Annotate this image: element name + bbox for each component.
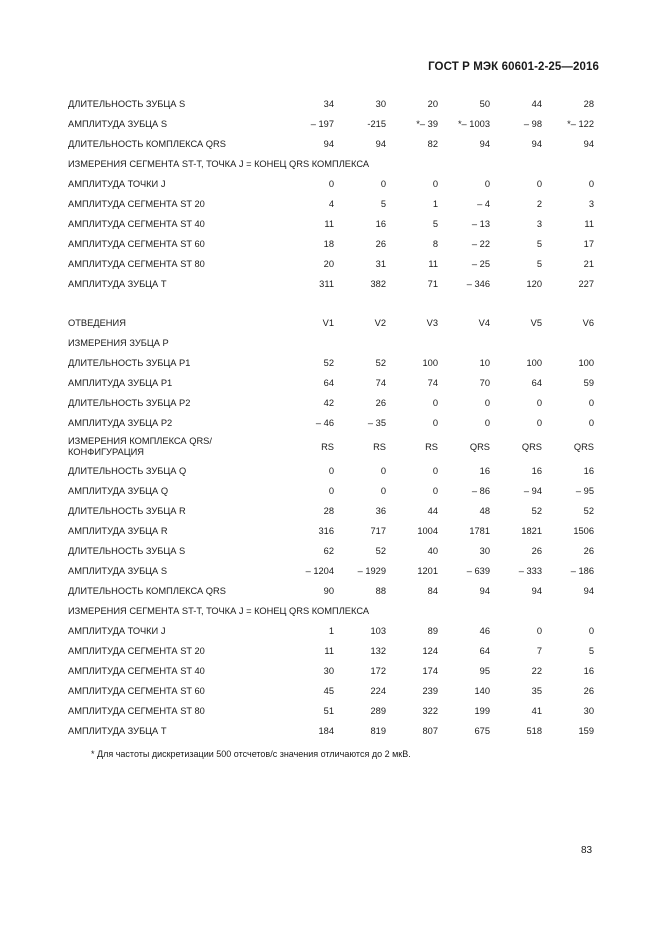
- row-label: ДЛИТЕЛЬНОСТЬ ЗУБЦА R: [68, 506, 186, 516]
- row-label: АМПЛИТУДА ТОЧКИ J: [68, 626, 166, 636]
- table-row: [66, 313, 594, 333]
- cell-value: 322: [422, 706, 438, 716]
- table-row: [66, 254, 594, 274]
- section-heading: ИЗМЕРЕНИЯ ЗУБЦА Р: [68, 338, 169, 348]
- measurements-table-2: [66, 313, 594, 741]
- page-number: 83: [581, 845, 593, 856]
- table-row: [66, 721, 594, 741]
- cell-value: – 98: [523, 119, 542, 129]
- cell-value: 11: [324, 219, 334, 229]
- cell-value: 11: [428, 259, 438, 269]
- cell-value: 0: [432, 179, 438, 189]
- cell-value: – 95: [575, 486, 594, 496]
- cell-value: -215: [367, 119, 386, 129]
- cell-value: 100: [526, 358, 542, 368]
- cell-value: 48: [479, 506, 490, 516]
- row-label: АМПЛИТУДА СЕГМЕНТА ST 40: [68, 219, 205, 229]
- table-row: [66, 541, 594, 561]
- cell-value: 819: [370, 726, 386, 736]
- table-row: [66, 521, 594, 541]
- cell-value: 0: [536, 626, 542, 636]
- cell-value: V3: [426, 318, 438, 328]
- cell-value: 172: [370, 666, 386, 676]
- table-row: [66, 214, 594, 234]
- cell-value: 10: [479, 358, 490, 368]
- cell-value: 717: [370, 526, 386, 536]
- table-row: [66, 413, 594, 433]
- table-row: [66, 661, 594, 681]
- section-heading: ИЗМЕРЕНИЯ СЕГМЕНТА ST-T, ТОЧКА J = КОНЕЦ QRS КОМПЛЕКСА: [68, 606, 370, 616]
- cell-value: 0: [328, 466, 334, 476]
- cell-value: 74: [375, 378, 386, 388]
- row-label: АМПЛИТУДА СЕГМЕНТА ST 80: [68, 706, 205, 716]
- cell-value: 30: [583, 706, 594, 716]
- row-label: АМПЛИТУДА СЕГМЕНТА ST 60: [68, 239, 205, 249]
- table-row: [66, 114, 594, 134]
- cell-value: 0: [380, 466, 386, 476]
- cell-value: 40: [427, 546, 438, 556]
- row-label: АМПЛИТУДА СЕГМЕНТА ST 60: [68, 686, 205, 696]
- cell-value: – 35: [367, 418, 386, 428]
- cell-value: 2: [536, 199, 542, 209]
- section-row: [66, 333, 594, 353]
- cell-value: 289: [370, 706, 386, 716]
- cell-value: 52: [531, 506, 542, 516]
- row-label: АМПЛИТУДА СЕГМЕНТА ST 20: [68, 199, 205, 209]
- table-row: [66, 353, 594, 373]
- cell-value: 11: [324, 646, 334, 656]
- cell-value: 1: [432, 199, 438, 209]
- cell-value: 70: [479, 378, 490, 388]
- cell-value: 227: [578, 279, 594, 289]
- cell-value: 100: [422, 358, 438, 368]
- cell-value: *– 122: [567, 119, 594, 129]
- table-row: [66, 481, 594, 501]
- cell-value: 0: [484, 418, 490, 428]
- row-label: АМПЛИТУДА СЕГМЕНТА ST 20: [68, 646, 205, 656]
- cell-value: 94: [531, 586, 542, 596]
- cell-value: 26: [375, 398, 386, 408]
- row-label: ИЗМЕРЕНИЯ КОМПЛЕКСА QRS/КОНФИГУРАЦИЯ: [68, 436, 212, 457]
- cell-value: 0: [536, 398, 542, 408]
- cell-value: 5: [536, 239, 542, 249]
- cell-value: 124: [422, 646, 438, 656]
- cell-value: 103: [370, 626, 386, 636]
- cell-value: 94: [323, 139, 334, 149]
- cell-value: 46: [479, 626, 490, 636]
- cell-value: RS: [321, 442, 334, 452]
- cell-value: RS: [425, 442, 438, 452]
- table-row: [66, 621, 594, 641]
- table-row: [66, 701, 594, 721]
- cell-value: 59: [583, 378, 594, 388]
- cell-value: 94: [375, 139, 386, 149]
- row-label: АМПЛИТУДА ЗУБЦА Р2: [68, 418, 173, 428]
- cell-value: 16: [479, 466, 490, 476]
- cell-value: 52: [323, 358, 334, 368]
- cell-value: 1821: [521, 526, 542, 536]
- cell-value: 1: [328, 626, 334, 636]
- cell-value: 16: [583, 466, 594, 476]
- cell-value: 20: [427, 99, 438, 109]
- row-label: АМПЛИТУДА ЗУБЦА Т: [68, 279, 167, 289]
- cell-value: 239: [422, 686, 438, 696]
- cell-value: 18: [323, 239, 334, 249]
- row-label: ДЛИТЕЛЬНОСТЬ ЗУБЦА S: [68, 99, 186, 109]
- cell-value: 807: [422, 726, 438, 736]
- cell-value: 74: [427, 378, 438, 388]
- cell-value: 382: [370, 279, 386, 289]
- cell-value: 31: [375, 259, 386, 269]
- cell-value: 21: [583, 259, 594, 269]
- table-row: [66, 461, 594, 481]
- cell-value: 0: [536, 179, 542, 189]
- table-row: [66, 501, 594, 521]
- cell-value: 62: [323, 546, 334, 556]
- cell-value: 16: [375, 219, 386, 229]
- cell-value: V1: [322, 318, 334, 328]
- row-label: АМПЛИТУДА ЗУБЦА Q: [68, 486, 169, 496]
- cell-value: 0: [536, 418, 542, 428]
- cell-value: 64: [479, 646, 490, 656]
- cell-value: 26: [531, 546, 542, 556]
- cell-value: 44: [531, 99, 542, 109]
- row-label: ДЛИТЕЛЬНОСТЬ ЗУБЦА Р1: [68, 358, 191, 368]
- cell-value: 3: [588, 199, 594, 209]
- row-label: ДЛИТЕЛЬНОСТЬ ЗУБЦА Q: [68, 466, 187, 476]
- section-row: [66, 154, 594, 174]
- table-row: [66, 581, 594, 601]
- cell-value: 41: [531, 706, 542, 716]
- cell-value: – 1204: [305, 566, 334, 576]
- footnote: * Для частоты дискретизации 500 отсчетов/с значения отличаются до 2 мкВ.: [91, 749, 411, 759]
- section-heading: ИЗМЕРЕНИЯ СЕГМЕНТА ST-T, ТОЧКА J = КОНЕЦ QRS КОМПЛЕКСА: [68, 159, 370, 169]
- cell-value: *– 39: [416, 119, 438, 129]
- cell-value: 0: [328, 486, 334, 496]
- row-label: АМПЛИТУДА ЗУБЦА S: [68, 119, 168, 129]
- cell-value: – 639: [466, 566, 490, 576]
- table-row: [66, 433, 594, 461]
- cell-value: – 25: [471, 259, 490, 269]
- table-row: [66, 641, 594, 661]
- cell-value: 1004: [417, 526, 438, 536]
- measurements-table-1: [66, 94, 594, 294]
- cell-value: 71: [427, 279, 438, 289]
- row-label: ДЛИТЕЛЬНОСТЬ КОМПЛЕКСА QRS: [68, 586, 226, 596]
- cell-value: 94: [479, 586, 490, 596]
- cell-value: 64: [323, 378, 334, 388]
- cell-value: 0: [484, 179, 490, 189]
- cell-value: 28: [323, 506, 334, 516]
- cell-value: 0: [432, 466, 438, 476]
- cell-value: 94: [479, 139, 490, 149]
- cell-value: 0: [380, 486, 386, 496]
- cell-value: 94: [583, 586, 594, 596]
- cell-value: – 13: [471, 219, 490, 229]
- cell-value: 1201: [417, 566, 438, 576]
- cell-value: 82: [427, 139, 438, 149]
- cell-value: 36: [375, 506, 386, 516]
- cell-value: 52: [583, 506, 594, 516]
- cell-value: 0: [432, 486, 438, 496]
- cell-value: 95: [479, 666, 490, 676]
- cell-value: 0: [328, 179, 334, 189]
- table-row: [66, 373, 594, 393]
- cell-value: 11: [584, 219, 594, 229]
- cell-value: 7: [536, 646, 542, 656]
- cell-value: 28: [583, 99, 594, 109]
- cell-value: 174: [422, 666, 438, 676]
- cell-value: 17: [583, 239, 594, 249]
- row-label: ДЛИТЕЛЬНОСТЬ ЗУБЦА Р2: [68, 398, 191, 408]
- cell-value: RS: [373, 442, 386, 452]
- cell-value: 22: [531, 666, 542, 676]
- table-row: [66, 274, 594, 294]
- cell-value: 0: [588, 398, 594, 408]
- cell-value: V6: [582, 318, 594, 328]
- cell-value: QRS: [469, 442, 490, 452]
- row-label: АМПЛИТУДА ЗУБЦА Т: [68, 726, 167, 736]
- cell-value: V5: [530, 318, 542, 328]
- cell-value: *– 1003: [457, 119, 490, 129]
- cell-value: – 22: [471, 239, 490, 249]
- cell-value: – 346: [466, 279, 490, 289]
- cell-value: – 86: [471, 486, 490, 496]
- cell-value: 26: [583, 686, 594, 696]
- cell-value: 51: [323, 706, 334, 716]
- cell-value: 159: [578, 726, 594, 736]
- row-label: АМПЛИТУДА ЗУБЦА Р1: [68, 378, 173, 388]
- cell-value: 84: [427, 586, 438, 596]
- cell-value: 100: [578, 358, 594, 368]
- cell-value: 88: [375, 586, 386, 596]
- row-label: АМПЛИТУДА СЕГМЕНТА ST 80: [68, 259, 205, 269]
- cell-value: – 4: [477, 199, 490, 209]
- row-label: ДЛИТЕЛЬНОСТЬ КОМПЛЕКСА QRS: [68, 139, 226, 149]
- cell-value: QRS: [521, 442, 542, 452]
- cell-value: 30: [375, 99, 386, 109]
- row-label: АМПЛИТУДА ЗУБЦА R: [68, 526, 168, 536]
- table-row: [66, 393, 594, 413]
- table-row: [66, 174, 594, 194]
- cell-value: 184: [318, 726, 334, 736]
- cell-value: 0: [588, 626, 594, 636]
- table-row: [66, 681, 594, 701]
- cell-value: 3: [536, 219, 542, 229]
- row-label: АМПЛИТУДА ЗУБЦА S: [68, 566, 168, 576]
- cell-value: 311: [319, 279, 334, 289]
- cell-value: – 46: [315, 418, 334, 428]
- section-row: [66, 601, 594, 621]
- cell-value: 20: [323, 259, 334, 269]
- table-row: [66, 234, 594, 254]
- cell-value: 518: [526, 726, 542, 736]
- cell-value: 42: [323, 398, 334, 408]
- cell-value: 316: [318, 526, 334, 536]
- cell-value: 44: [427, 506, 438, 516]
- cell-value: QRS: [573, 442, 594, 452]
- cell-value: 0: [588, 179, 594, 189]
- cell-value: – 186: [570, 566, 594, 576]
- cell-value: – 1929: [357, 566, 386, 576]
- cell-value: 94: [583, 139, 594, 149]
- cell-value: 1781: [469, 526, 490, 536]
- cell-value: – 333: [518, 566, 542, 576]
- cell-value: 90: [323, 586, 334, 596]
- cell-value: 132: [370, 646, 386, 656]
- cell-value: 52: [375, 546, 386, 556]
- cell-value: 26: [583, 546, 594, 556]
- cell-value: 1506: [573, 526, 594, 536]
- cell-value: 26: [375, 239, 386, 249]
- cell-value: 34: [323, 99, 334, 109]
- table-row: [66, 561, 594, 581]
- table-row: [66, 194, 594, 214]
- cell-value: 30: [479, 546, 490, 556]
- cell-value: 675: [474, 726, 490, 736]
- cell-value: 5: [588, 646, 594, 656]
- row-label: ДЛИТЕЛЬНОСТЬ ЗУБЦА S: [68, 546, 186, 556]
- row-label: ОТВЕДЕНИЯ: [68, 318, 126, 328]
- cell-value: – 94: [523, 486, 542, 496]
- cell-value: 94: [531, 139, 542, 149]
- cell-value: 45: [323, 686, 334, 696]
- cell-value: 64: [531, 378, 542, 388]
- cell-value: 224: [370, 686, 386, 696]
- table-row: [66, 134, 594, 154]
- cell-value: 120: [526, 279, 542, 289]
- cell-value: 0: [432, 398, 438, 408]
- cell-value: – 197: [310, 119, 334, 129]
- cell-value: 5: [432, 219, 438, 229]
- table-row: [66, 94, 594, 114]
- cell-value: 8: [432, 239, 438, 249]
- cell-value: V4: [478, 318, 490, 328]
- cell-value: 4: [328, 199, 334, 209]
- cell-value: 199: [474, 706, 490, 716]
- cell-value: 0: [380, 179, 386, 189]
- cell-value: 52: [375, 358, 386, 368]
- row-label: АМПЛИТУДА СЕГМЕНТА ST 40: [68, 666, 205, 676]
- cell-value: V2: [374, 318, 386, 328]
- cell-value: 0: [588, 418, 594, 428]
- cell-value: 5: [380, 199, 386, 209]
- cell-value: 30: [323, 666, 334, 676]
- cell-value: 5: [536, 259, 542, 269]
- cell-value: 50: [479, 99, 490, 109]
- row-label: АМПЛИТУДА ТОЧКИ J: [68, 179, 166, 189]
- document-header: ГОСТ Р МЭК 60601-2-25—2016: [428, 61, 599, 73]
- cell-value: 0: [484, 398, 490, 408]
- cell-value: 0: [432, 418, 438, 428]
- cell-value: 35: [531, 686, 542, 696]
- cell-value: 16: [531, 466, 542, 476]
- cell-value: 16: [583, 666, 594, 676]
- cell-value: 140: [474, 686, 490, 696]
- cell-value: 89: [427, 626, 438, 636]
